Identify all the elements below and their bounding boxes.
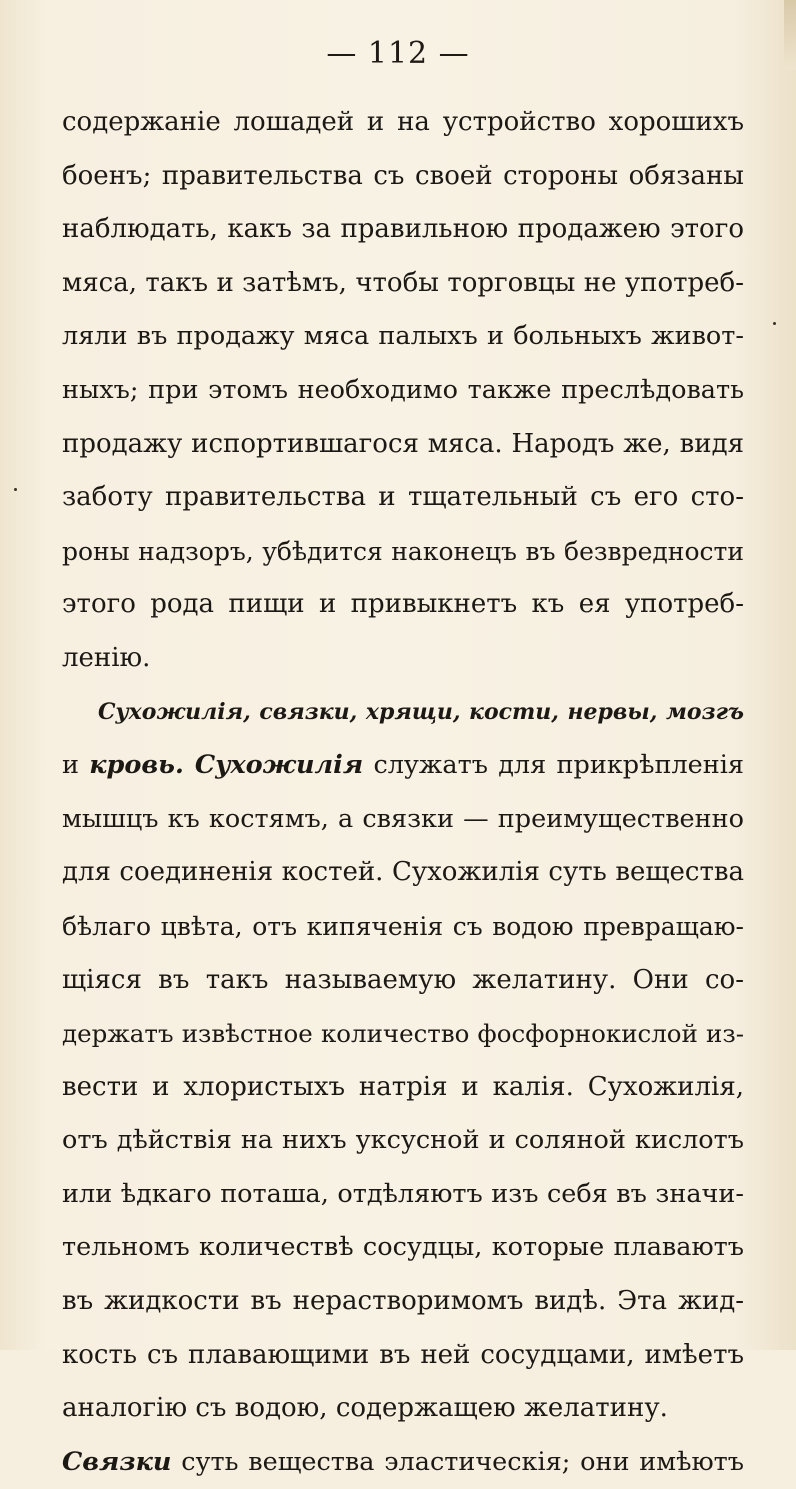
- text-segment: въ жидкости въ нерастворимомъ видѣ. Эта жид-: [62, 1286, 744, 1317]
- italic-term: Связки: [62, 1446, 172, 1477]
- text-segment: или ѣдкаго поташа, отдѣляютъ изъ себя въ значи-: [62, 1178, 744, 1209]
- text-segment: и: [62, 750, 90, 781]
- text-line: [62, 418, 744, 472]
- italic-term: Сухожилія, связки, хрящи, кости, нервы, мозгъ: [98, 698, 744, 725]
- text-line: [62, 632, 744, 686]
- text-line: [62, 1329, 744, 1383]
- margin-speck-left: [14, 488, 17, 491]
- page-number: — 112 —: [326, 36, 470, 71]
- text-line: [62, 310, 744, 364]
- text-segment: щіяся въ такъ называемую желатину. Они со-: [62, 964, 744, 995]
- text-line: [62, 525, 744, 579]
- text-segment: служатъ для прикрѣпленія: [363, 750, 744, 781]
- text-line: [62, 96, 744, 150]
- text-segment: ляли въ продажу мяса палыхъ и больныхъ живот-: [62, 321, 744, 352]
- text-segment: бѣлаго цвѣта, отъ кипяченія съ водою превращаю-: [62, 911, 744, 941]
- text-line: [62, 1436, 744, 1489]
- text-segment: вести и хлористыхъ натрія и калія. Сухожилія,: [62, 1071, 744, 1102]
- text-segment: боенъ; правительства съ своей стороны обязаны: [62, 160, 744, 191]
- text-line: [62, 1114, 744, 1168]
- margin-speck-right: [773, 322, 776, 325]
- text-line: [62, 793, 744, 847]
- text-line: [62, 1275, 744, 1329]
- text-line: [62, 1061, 744, 1115]
- text-line: [62, 1221, 744, 1275]
- text-segment: ныхъ; при этомъ необходимо также преслѣдовать: [62, 374, 744, 405]
- text-line: [62, 954, 744, 1008]
- text-segment: роны надзоръ, убѣдится наконецъ въ безвредности: [62, 536, 744, 566]
- text-line: [62, 257, 744, 311]
- text-segment: суть вещества эластическія; они имѣютъ: [171, 1446, 744, 1477]
- italic-term: кровь. Сухожилія: [89, 750, 364, 781]
- text-line: [62, 900, 744, 954]
- text-segment: наблюдать, какъ за правильною продажею этого: [62, 214, 744, 245]
- text-line: [62, 203, 744, 257]
- text-line: [62, 471, 744, 525]
- text-segment: этого рода пищи и привыкнетъ къ ея употреб-: [62, 589, 744, 620]
- text-segment: кость съ плавающими въ ней сосудцами, имѣетъ: [62, 1339, 744, 1370]
- text-line: [62, 846, 744, 900]
- text-segment: держатъ извѣстное количество фосфорнокислой из-: [62, 1019, 744, 1049]
- text-segment: отъ дѣйствія на нихъ уксусной и соляной кислотъ: [62, 1125, 744, 1156]
- text-segment: для соединенія костей. Сухожилія суть вещества: [62, 857, 744, 888]
- text-segment: тельномъ количествѣ сосудцы, которые плаваютъ: [62, 1232, 744, 1263]
- text-line: [62, 364, 744, 418]
- body-text: [62, 96, 744, 1489]
- text-line: [62, 739, 744, 793]
- text-line: [62, 1382, 744, 1436]
- text-line: [62, 150, 744, 204]
- text-segment: продажу испортившагося мяса. Народъ же, видя: [62, 428, 744, 459]
- text-segment: мяса, такъ и затѣмъ, чтобы торговцы не употреб-: [62, 267, 744, 298]
- text-line: [62, 1007, 744, 1061]
- text-segment: мышцъ къ костямъ, а связки — преимущественно: [62, 803, 744, 834]
- text-segment: заботу правительства и тщательный съ его сто-: [62, 482, 744, 513]
- text-line: [62, 1168, 744, 1222]
- text-line: [62, 578, 744, 632]
- text-segment: аналогію съ водою, содержащею желатину.: [62, 1393, 668, 1424]
- text-segment: содержаніе лошадей и на устройство хорошихъ: [62, 107, 744, 137]
- text-line: [62, 686, 744, 740]
- text-segment: ленію.: [62, 642, 151, 673]
